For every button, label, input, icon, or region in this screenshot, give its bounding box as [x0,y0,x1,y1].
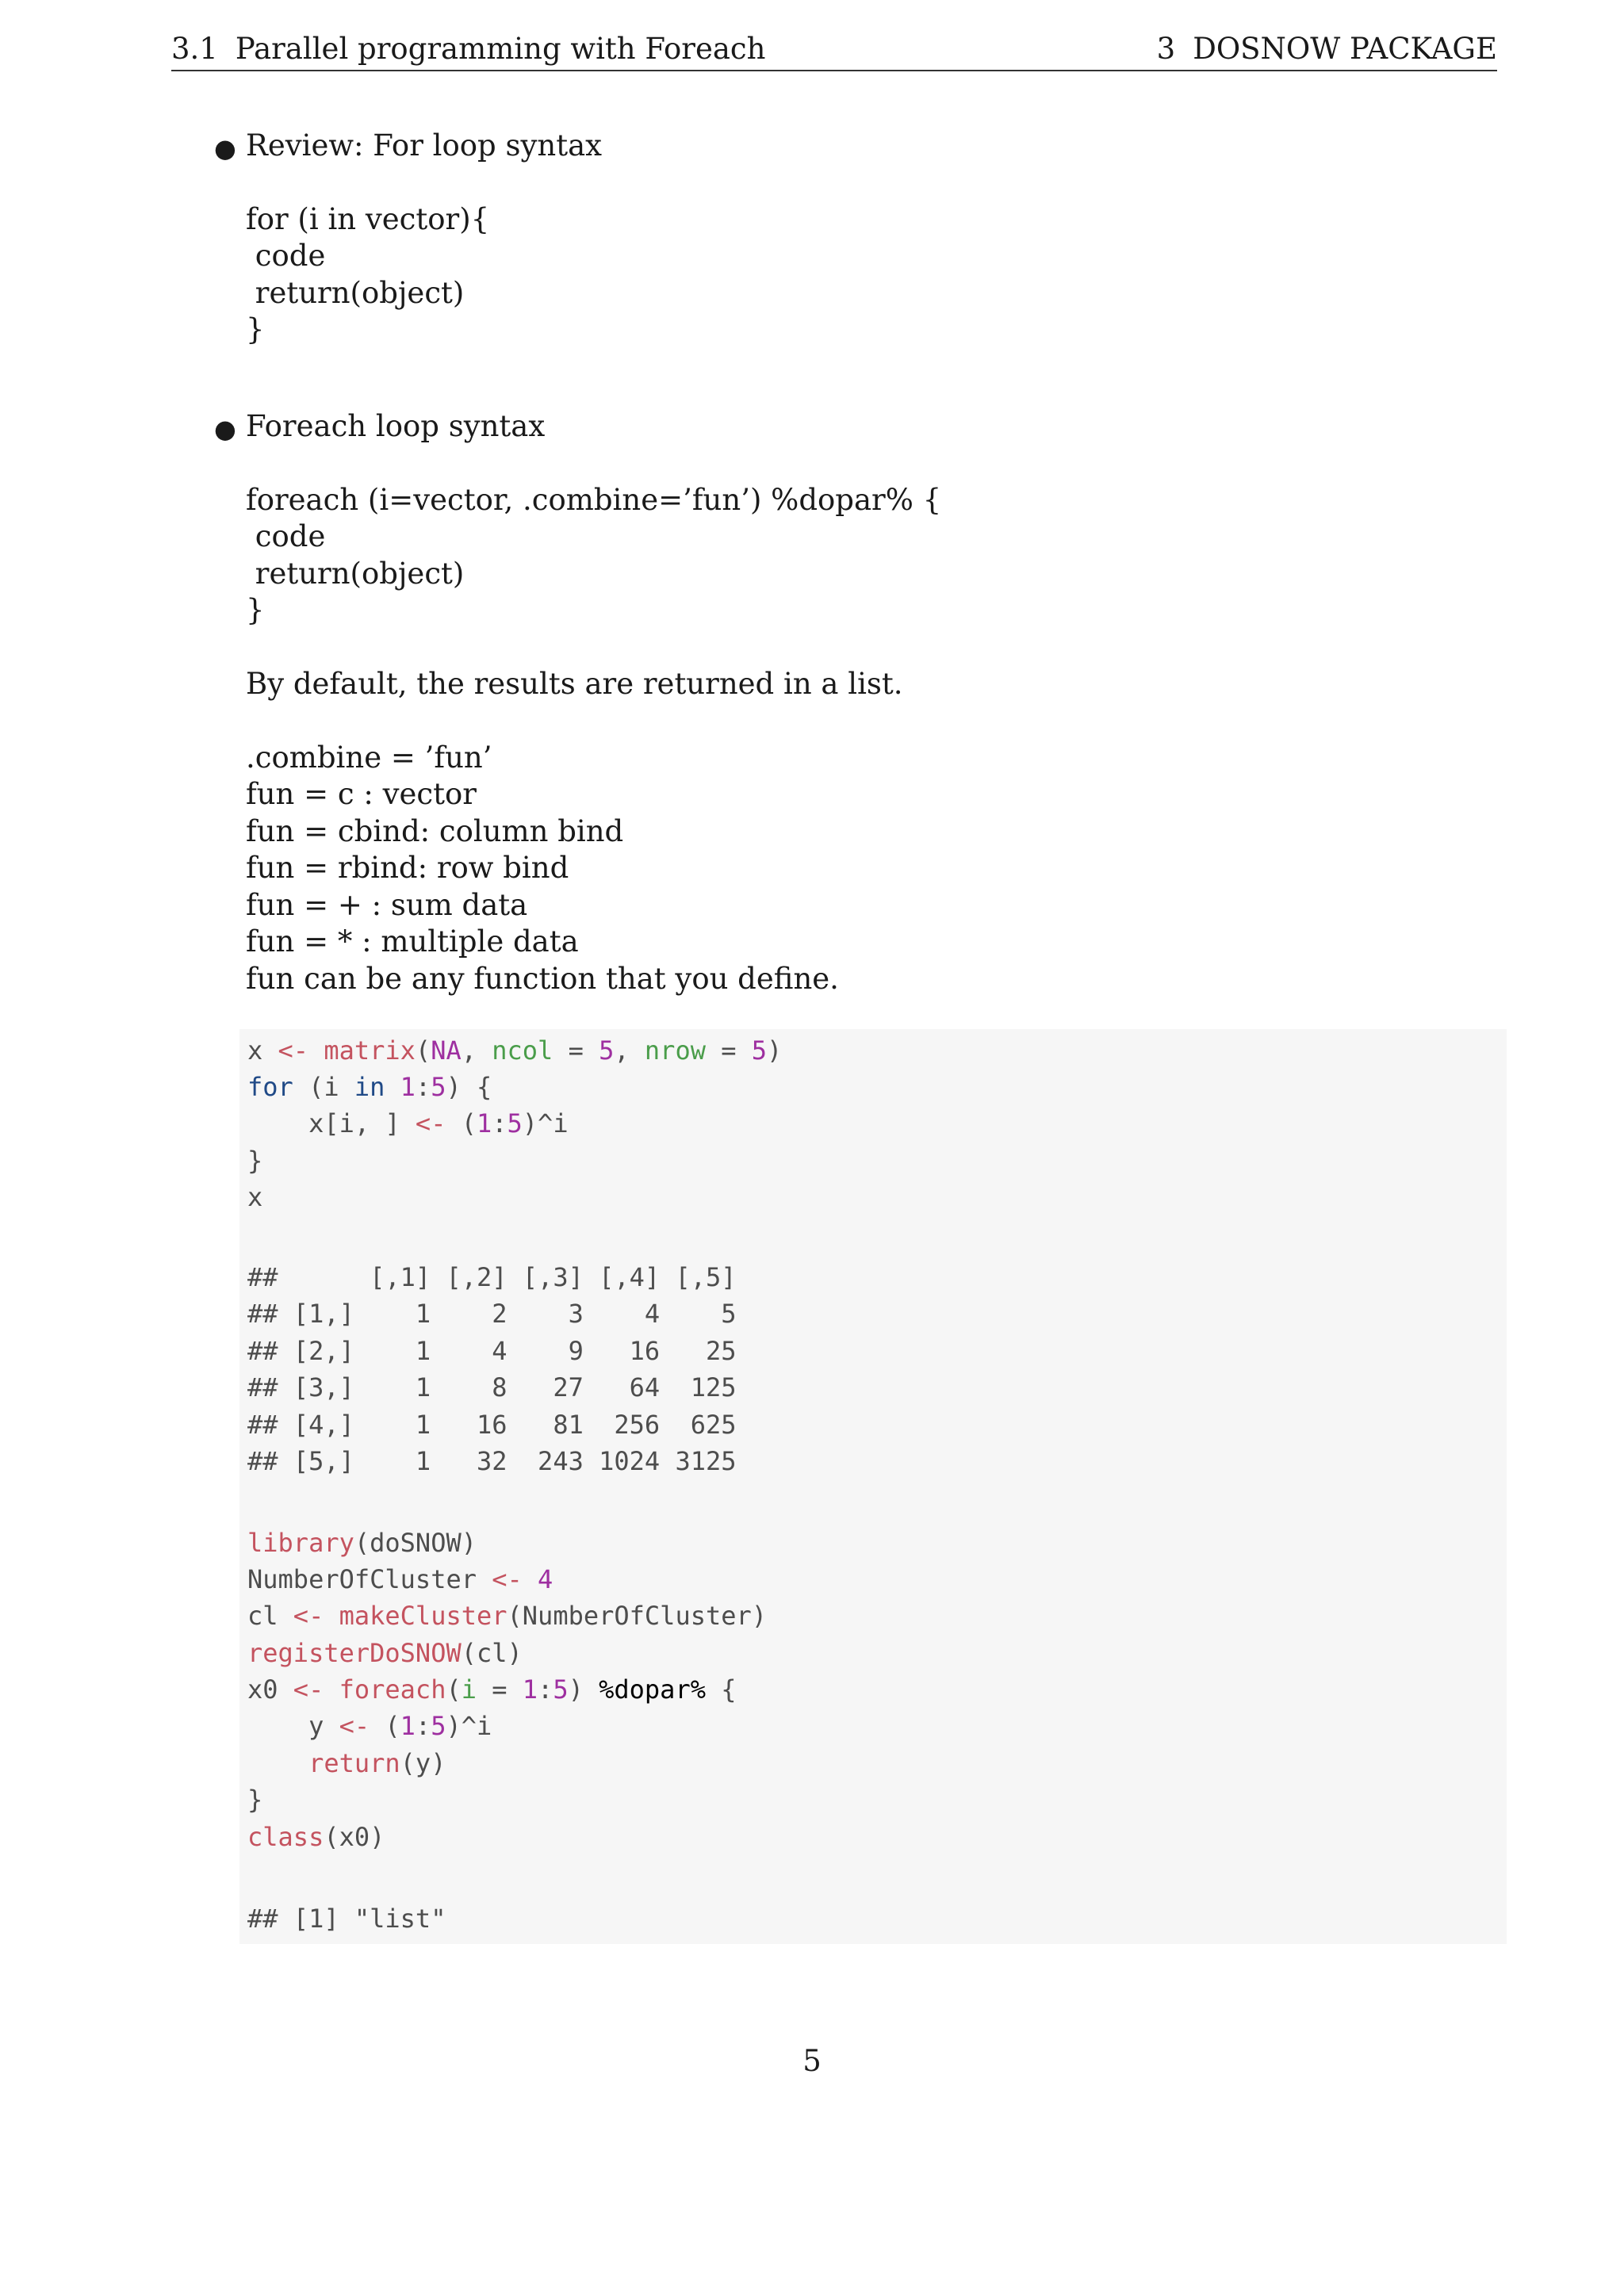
output-line: ## [4,] 1 16 81 256 625 [247,1410,737,1440]
bullet-marker: ● [214,414,236,444]
header-section [171,32,765,66]
header-section-number: 3.1 [171,32,218,66]
header-chapter-number: 3 [1156,32,1176,66]
code-line: x [247,1182,263,1212]
code-line: } [247,1146,263,1176]
syntax-line: foreach (i=vector, .combine=’fun’) %dopar% { [246,483,942,517]
page-number: 5 [802,2044,822,2078]
combine-line: fun = rbind: row bind [246,851,569,885]
output-line: ## [1,] 1 2 3 4 5 [247,1299,737,1329]
syntax-line: return(object) [246,276,465,310]
code-line: return(y) [308,1748,446,1778]
combine-line: fun = c : vector [246,777,477,811]
combine-line: .combine = ’fun’ [246,740,492,775]
code-line: cl <- makeCluster(NumberOfCluster) [247,1601,768,1631]
syntax-line: code [246,239,326,273]
bullet-label: Review: For loop syntax [246,128,603,163]
bullet-label: Foreach loop syntax [246,409,546,443]
header-chapter [1157,32,1497,66]
syntax-line: return(object) [246,557,465,591]
combine-line: fun = * : multiple data [246,924,579,959]
combine-line: fun can be any function that you define. [246,962,839,996]
output-line: ## [2,] 1 4 9 16 25 [247,1336,737,1366]
code-line: x0 <- foreach(i = 1:5) %dopar% { [247,1674,737,1705]
syntax-line: } [246,312,265,346]
output-line: ## [1] "list" [247,1904,446,1934]
output-line: ## [,1] [,2] [,3] [,4] [,5] [247,1262,737,1292]
code-line: for (i in 1:5) { [247,1072,492,1102]
code-block-background [239,1029,1507,1944]
bullet-marker: ● [214,133,236,163]
output-line: ## [3,] 1 8 27 64 125 [247,1372,737,1402]
code-line: library(doSNOW) [247,1528,477,1558]
code-line: y <- (1:5)^i [247,1711,492,1741]
syntax-line: code [246,519,326,553]
combine-line: fun = cbind: column bind [246,814,624,848]
default-note: By default, the results are returned in a list. [246,667,903,701]
code-line: registerDoSNOW(cl) [247,1638,523,1668]
code-line: x <- matrix(NA, ncol = 5, nrow = 5) [247,1035,783,1066]
header-chapter-title: DOSNOW PACKAGE [1193,32,1497,66]
code-line: x[i, ] <- (1:5)^i [247,1108,569,1138]
code-line: NumberOfCluster <- 4 [247,1564,553,1594]
output-line: ## [5,] 1 32 243 1024 3125 [247,1446,737,1476]
running-header [171,27,1497,71]
syntax-line: for (i in vector){ [246,202,490,236]
code-line: } [247,1785,263,1815]
code-line: class(x0) [247,1822,385,1852]
header-section-title: Parallel programming with Foreach [235,32,766,66]
syntax-line: } [246,593,265,627]
combine-line: fun = + : sum data [246,888,528,922]
